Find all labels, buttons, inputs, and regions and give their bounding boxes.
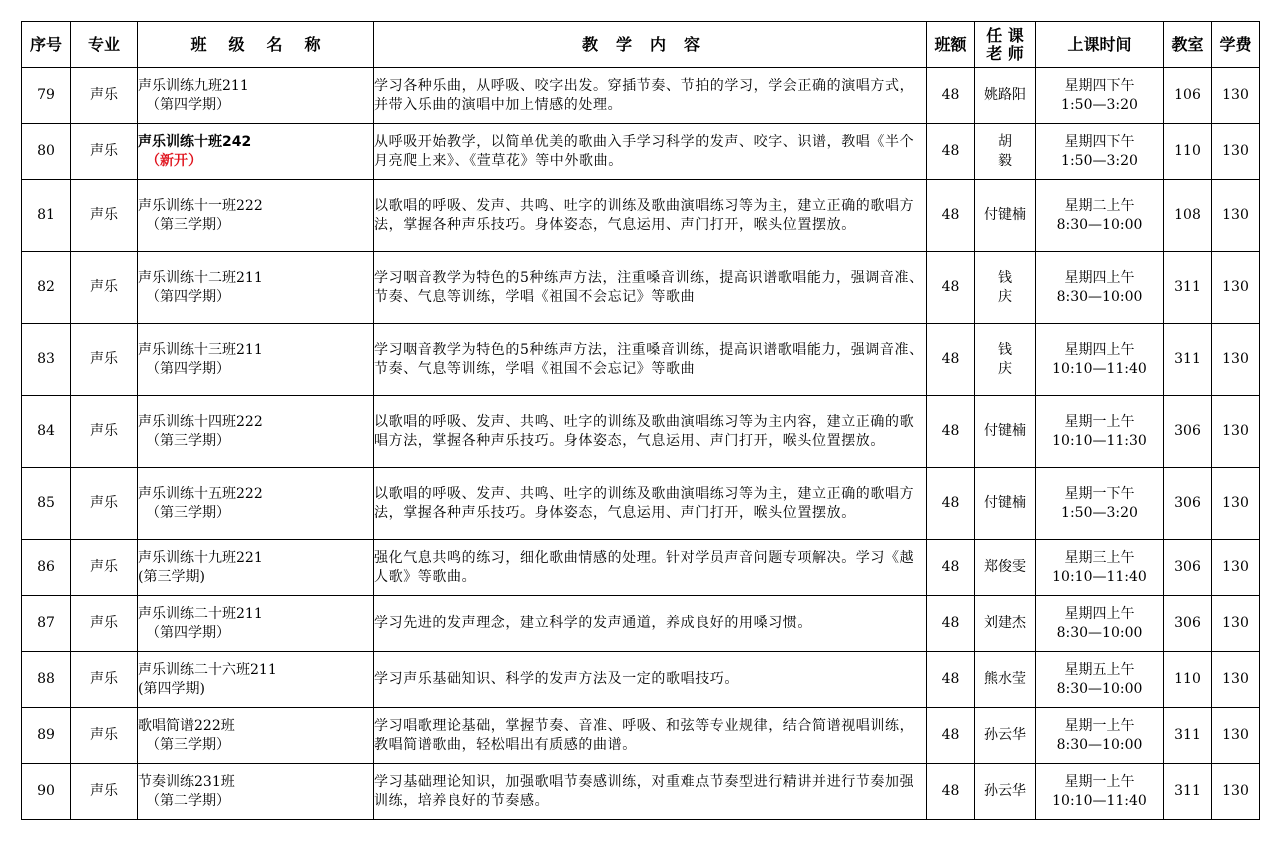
cell-major: 声乐	[71, 180, 138, 252]
table-row	[22, 596, 1260, 652]
cell-room: 110	[1164, 124, 1212, 180]
cell-major: 声乐	[71, 708, 138, 764]
cell-teacher: 刘建杰	[975, 596, 1036, 652]
cell-seq: 86	[22, 540, 71, 596]
cell-fee: 130	[1212, 252, 1260, 324]
cell-teacher: 郑俊雯	[975, 540, 1036, 596]
cell-content: 学习咽音教学为特色的5种练声方法，注重嗓音训练，提高识谱歌唱能力，强调音准、节奏、气息等训练，学唱《祖国不会忘记》等歌曲	[374, 324, 927, 396]
cell-teacher: 胡毅	[975, 124, 1036, 180]
time-day: 星期四上午	[1064, 605, 1135, 622]
cell-content: 学习声乐基础知识、科学的发声方法及一定的歌唱技巧。	[374, 652, 927, 708]
cell-fee: 130	[1212, 180, 1260, 252]
cell-time	[1036, 708, 1164, 764]
cell-class-name	[138, 652, 374, 708]
time-range: 8:30—10:00	[1056, 216, 1143, 233]
cell-seq: 79	[22, 68, 71, 124]
header-teacher-line2: 老 师	[986, 43, 1024, 63]
time-range: 10:10—11:40	[1052, 792, 1147, 809]
header-row	[22, 22, 1260, 68]
time-range: 10:10—11:30	[1052, 432, 1147, 449]
course-schedule-table	[21, 21, 1260, 820]
header-fee: 学费	[1212, 22, 1260, 68]
cell-major: 声乐	[71, 596, 138, 652]
cell-seq: 83	[22, 324, 71, 396]
class-term: （第三学期）	[146, 216, 230, 233]
cell-quota: 48	[927, 252, 975, 324]
cell-room: 306	[1164, 468, 1212, 540]
cell-quota: 48	[927, 708, 975, 764]
table-row	[22, 252, 1260, 324]
class-term-new: （新开）	[146, 152, 202, 169]
cell-fee: 130	[1212, 124, 1260, 180]
class-term: (第四学期)	[138, 680, 205, 697]
cell-quota: 48	[927, 68, 975, 124]
time-range: 8:30—10:00	[1056, 624, 1143, 641]
cell-major: 声乐	[71, 68, 138, 124]
table-row	[22, 68, 1260, 124]
cell-content: 学习各种乐曲，从呼吸、咬字出发。穿插节奏、节拍的学习，学会正确的演唱方式，并带入乐曲的演唱中加上情感的处理。	[374, 68, 927, 124]
time-day: 星期四上午	[1064, 269, 1135, 286]
cell-fee: 130	[1212, 324, 1260, 396]
cell-fee: 130	[1212, 652, 1260, 708]
cell-fee: 130	[1212, 708, 1260, 764]
table-row	[22, 124, 1260, 180]
cell-time	[1036, 540, 1164, 596]
cell-seq: 87	[22, 596, 71, 652]
cell-seq: 82	[22, 252, 71, 324]
time-day: 星期一上午	[1064, 717, 1135, 734]
cell-class-name	[138, 252, 374, 324]
cell-quota: 48	[927, 764, 975, 820]
class-name: 声乐训练十二班211	[138, 269, 263, 286]
cell-teacher: 孙云华	[975, 708, 1036, 764]
time-range: 1:50—3:20	[1061, 152, 1138, 169]
cell-content: 从呼吸开始教学，以简单优美的歌曲入手学习科学的发声、咬字、识谱，教唱《半个月亮爬上来》、《萱草花》等中外歌曲。	[374, 124, 927, 180]
cell-time	[1036, 396, 1164, 468]
table-row	[22, 708, 1260, 764]
cell-teacher: 付键楠	[975, 468, 1036, 540]
cell-quota: 48	[927, 396, 975, 468]
cell-major: 声乐	[71, 540, 138, 596]
cell-teacher: 熊水莹	[975, 652, 1036, 708]
cell-content: 强化气息共鸣的练习，细化歌曲情感的处理。针对学员声音问题专项解决。学习《越人歌》等歌曲。	[374, 540, 927, 596]
cell-major: 声乐	[71, 396, 138, 468]
time-day: 星期三上午	[1064, 549, 1135, 566]
cell-teacher: 付键楠	[975, 180, 1036, 252]
cell-time	[1036, 468, 1164, 540]
time-range: 1:50—3:20	[1061, 504, 1138, 521]
cell-fee: 130	[1212, 68, 1260, 124]
cell-class-name	[138, 708, 374, 764]
cell-time	[1036, 764, 1164, 820]
header-seq: 序号	[22, 22, 71, 68]
cell-quota: 48	[927, 324, 975, 396]
class-name: 声乐训练二十六班211	[138, 661, 277, 678]
cell-room: 311	[1164, 708, 1212, 764]
class-term: （第四学期）	[146, 96, 230, 113]
time-range: 1:50—3:20	[1061, 96, 1138, 113]
time-day: 星期一上午	[1064, 413, 1135, 430]
table-row	[22, 652, 1260, 708]
cell-content: 学习先进的发声理念，建立科学的发声通道，养成良好的用嗓习惯。	[374, 596, 927, 652]
table-row	[22, 540, 1260, 596]
cell-seq: 90	[22, 764, 71, 820]
cell-class-name	[138, 540, 374, 596]
header-teacher	[975, 22, 1036, 68]
cell-major: 声乐	[71, 252, 138, 324]
cell-fee: 130	[1212, 540, 1260, 596]
cell-class-name	[138, 180, 374, 252]
cell-class-name	[138, 324, 374, 396]
cell-time	[1036, 596, 1164, 652]
time-day: 星期一上午	[1064, 773, 1135, 790]
class-term: （第三学期）	[146, 736, 230, 753]
cell-quota: 48	[927, 652, 975, 708]
cell-fee: 130	[1212, 396, 1260, 468]
class-term: （第三学期）	[146, 504, 230, 521]
cell-major: 声乐	[71, 764, 138, 820]
cell-room: 110	[1164, 652, 1212, 708]
cell-time	[1036, 324, 1164, 396]
class-term: （第四学期）	[146, 624, 230, 641]
header-quota: 班额	[927, 22, 975, 68]
table-row	[22, 396, 1260, 468]
cell-content: 学习唱歌理论基础，掌握节奏、音准、呼吸、和弦等专业规律，结合简谱视唱训练，教唱简谱歌曲，轻松唱出有质感的曲谱。	[374, 708, 927, 764]
cell-major: 声乐	[71, 324, 138, 396]
class-name: 声乐训练十班242	[138, 133, 252, 150]
cell-teacher: 钱庆	[975, 252, 1036, 324]
cell-fee: 130	[1212, 596, 1260, 652]
time-range: 10:10—11:40	[1052, 360, 1147, 377]
time-range: 8:30—10:00	[1056, 736, 1143, 753]
cell-class-name	[138, 764, 374, 820]
class-term: （第四学期）	[146, 288, 230, 305]
cell-room: 106	[1164, 68, 1212, 124]
cell-seq: 81	[22, 180, 71, 252]
time-day: 星期二上午	[1064, 197, 1135, 214]
header-time: 上课时间	[1036, 22, 1164, 68]
cell-quota: 48	[927, 124, 975, 180]
cell-class-name	[138, 396, 374, 468]
cell-seq: 84	[22, 396, 71, 468]
cell-class-name	[138, 124, 374, 180]
class-name: 声乐训练十三班211	[138, 341, 263, 358]
cell-class-name	[138, 468, 374, 540]
cell-room: 306	[1164, 540, 1212, 596]
table-row	[22, 468, 1260, 540]
header-class-name: 班级名称	[138, 22, 374, 68]
class-term: （第二学期）	[146, 792, 230, 809]
cell-quota: 48	[927, 540, 975, 596]
cell-teacher: 付键楠	[975, 396, 1036, 468]
time-range: 10:10—11:40	[1052, 568, 1147, 585]
cell-content: 以歌唱的呼吸、发声、共鸣、吐字的训练及歌曲演唱练习等为主，建立正确的歌唱方法，掌握各种声乐技巧。身体姿态，气息运用、声门打开，喉头位置摆放。	[374, 468, 927, 540]
class-name: 声乐训练九班211	[138, 77, 249, 94]
cell-seq: 85	[22, 468, 71, 540]
cell-room: 306	[1164, 596, 1212, 652]
class-name: 歌唱简谱222班	[138, 717, 235, 734]
cell-teacher: 孙云华	[975, 764, 1036, 820]
cell-time	[1036, 180, 1164, 252]
cell-time	[1036, 124, 1164, 180]
cell-major: 声乐	[71, 124, 138, 180]
time-day: 星期四上午	[1064, 341, 1135, 358]
cell-fee: 130	[1212, 468, 1260, 540]
cell-class-name	[138, 68, 374, 124]
table-row	[22, 764, 1260, 820]
cell-seq: 89	[22, 708, 71, 764]
class-term: （第三学期）	[146, 432, 230, 449]
cell-content: 以歌唱的呼吸、发声、共鸣、吐字的训练及歌曲演唱练习等为主内容，建立正确的歌唱方法，掌握各种声乐技巧。身体姿态，气息运用、声门打开，喉头位置摆放。	[374, 396, 927, 468]
cell-teacher: 钱庆	[975, 324, 1036, 396]
cell-time	[1036, 68, 1164, 124]
cell-major: 声乐	[71, 652, 138, 708]
table-row	[22, 180, 1260, 252]
cell-room: 311	[1164, 252, 1212, 324]
cell-quota: 48	[927, 468, 975, 540]
cell-class-name	[138, 596, 374, 652]
class-name: 声乐训练十一班222	[138, 197, 263, 214]
cell-seq: 88	[22, 652, 71, 708]
cell-time	[1036, 652, 1164, 708]
header-major: 专业	[71, 22, 138, 68]
header-content: 教学内容	[374, 22, 927, 68]
time-day: 星期一下午	[1064, 485, 1135, 502]
header-teacher-line1: 任 课	[986, 25, 1024, 45]
cell-major: 声乐	[71, 468, 138, 540]
cell-fee: 130	[1212, 764, 1260, 820]
cell-room: 108	[1164, 180, 1212, 252]
class-name: 声乐训练二十班211	[138, 605, 263, 622]
cell-quota: 48	[927, 596, 975, 652]
table-row	[22, 324, 1260, 396]
cell-teacher: 姚路阳	[975, 68, 1036, 124]
time-day: 星期四下午	[1064, 77, 1135, 94]
class-term: （第四学期）	[146, 360, 230, 377]
class-name: 声乐训练十四班222	[138, 413, 263, 430]
time-day: 星期四下午	[1064, 133, 1135, 150]
time-range: 8:30—10:00	[1056, 680, 1143, 697]
cell-time	[1036, 252, 1164, 324]
cell-quota: 48	[927, 180, 975, 252]
time-range: 8:30—10:00	[1056, 288, 1143, 305]
time-day: 星期五上午	[1064, 661, 1135, 678]
cell-room: 311	[1164, 324, 1212, 396]
class-name: 节奏训练231班	[138, 773, 235, 790]
class-name: 声乐训练十九班221	[138, 549, 263, 566]
cell-room: 311	[1164, 764, 1212, 820]
class-term: (第三学期)	[138, 568, 205, 585]
cell-content: 以歌唱的呼吸、发声、共鸣、吐字的训练及歌曲演唱练习等为主，建立正确的歌唱方法，掌握各种声乐技巧。身体姿态，气息运用、声门打开，喉头位置摆放。	[374, 180, 927, 252]
cell-seq: 80	[22, 124, 71, 180]
cell-content: 学习基础理论知识，加强歌唱节奏感训练，对重难点节奏型进行精讲并进行节奏加强训练，培养良好的节奏感。	[374, 764, 927, 820]
cell-room: 306	[1164, 396, 1212, 468]
header-room: 教室	[1164, 22, 1212, 68]
cell-content: 学习咽音教学为特色的5种练声方法，注重嗓音训练，提高识谱歌唱能力，强调音准、节奏、气息等训练，学唱《祖国不会忘记》等歌曲	[374, 252, 927, 324]
class-name: 声乐训练十五班222	[138, 485, 263, 502]
